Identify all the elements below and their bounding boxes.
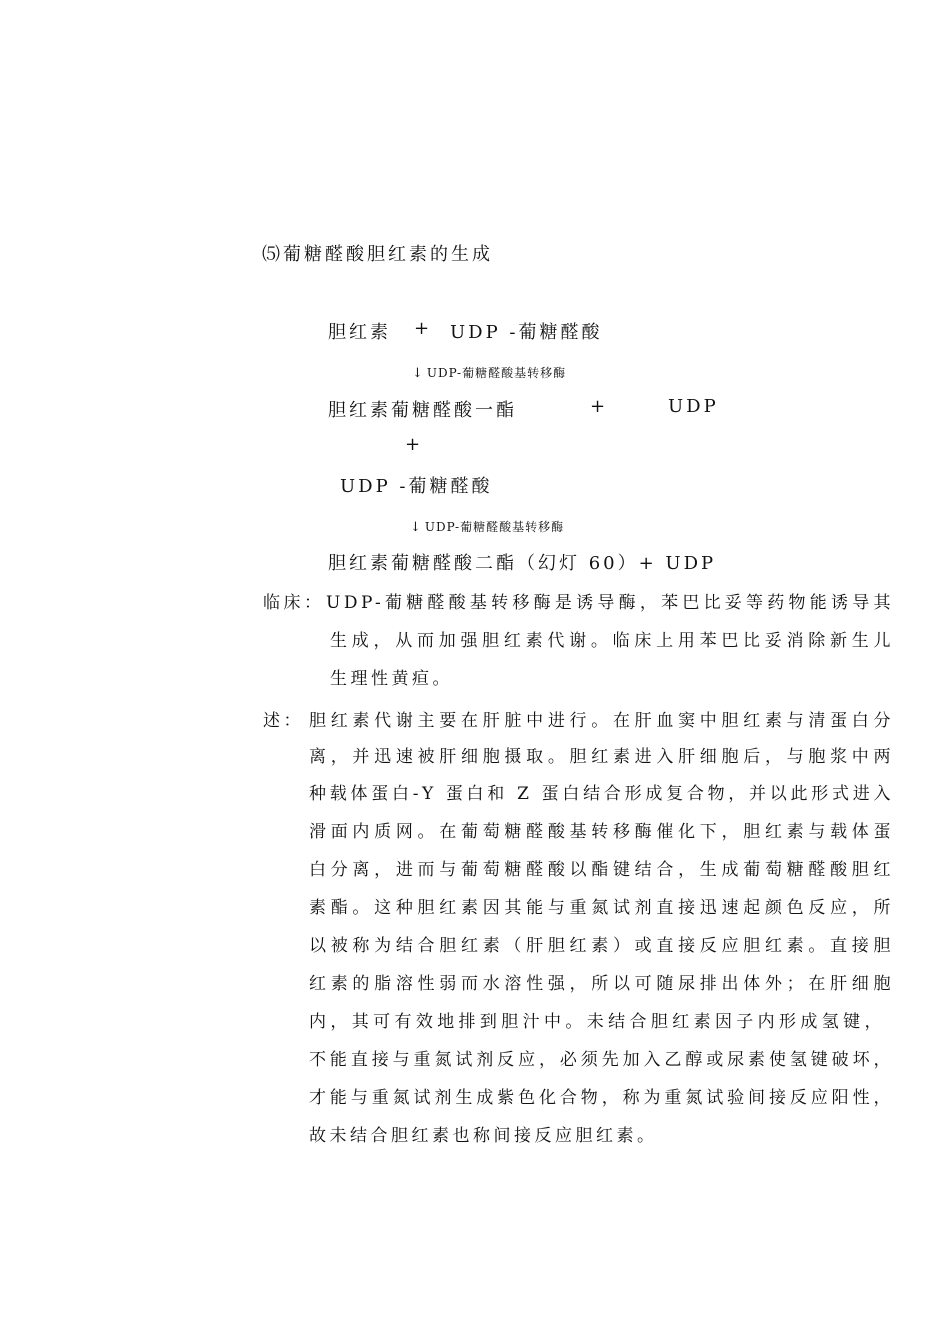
paragraph-line: 不能直接与重氮试剂反应，必须先加入乙醇或尿素使氢键破坏， xyxy=(309,1050,894,1070)
paragraph-line: 红素的脂溶性弱而水溶性强，所以可随尿排出体外；在肝细胞 xyxy=(309,974,894,994)
enzyme-step-1 xyxy=(412,362,566,381)
paragraph-line: 种载体蛋白-Y 蛋白和 Z 蛋白结合形成复合物，并以此形式进入 xyxy=(309,784,894,804)
plus-sign: + xyxy=(590,396,609,417)
plus-sign: + xyxy=(405,434,424,455)
paragraph-line: 内，其可有效地排到胆汁中。未结合胆红素因子内形成氢键， xyxy=(309,1012,885,1032)
paragraph-line: 才能与重氮试剂生成紫色化合物，称为重氮试验间接反应阳性， xyxy=(309,1088,894,1108)
enzyme-label: UDP-葡糖醛酸基转移酶 xyxy=(424,520,565,534)
paragraph-line: 故未结合胆红素也称间接反应胆红素。 xyxy=(309,1126,658,1146)
down-arrow-icon: ↓ xyxy=(410,520,421,535)
paragraph-line: 离，并迅速被肝细胞摄取。胆红素进入肝细胞后，与胞浆中两 xyxy=(309,747,894,767)
product-udp: UDP xyxy=(668,396,719,417)
paragraph-line: 白分离，进而与葡萄糖醛酸以酯键结合，生成葡萄糖醛酸胆红 xyxy=(309,860,894,880)
enzyme-label: UDP-葡糖醛酸基转移酶 xyxy=(426,366,567,380)
paragraph-line: 滑面内质网。在葡萄糖醛酸基转移酶催化下，胆红素与载体蛋 xyxy=(309,822,894,842)
section-title: ⑸葡糖醛酸胆红素的生成 xyxy=(262,244,493,265)
product-diester: 胆红素葡糖醛酸二酯（幻灯 60）+ UDP xyxy=(328,553,717,574)
product-monoester: 胆红素葡糖醛酸一酯 xyxy=(328,400,517,421)
paragraph-line: 生成，从而加强胆红素代谢。临床上用苯巴比妥消除新生儿 xyxy=(330,631,894,651)
down-arrow-icon: ↓ xyxy=(412,366,423,381)
clinical-label: 临床： xyxy=(263,593,325,613)
enzyme-step-2 xyxy=(410,516,564,535)
plus-sign: + xyxy=(414,318,433,339)
paragraph-line: 生理性黄疸。 xyxy=(330,669,453,689)
paragraph-line: 素酯。这种胆红素因其能与重氮试剂直接迅速起颜色反应，所 xyxy=(309,898,894,918)
paragraph-line: UDP-葡糖醛酸基转移酶是诱导酶，苯巴比妥等药物能诱导其 xyxy=(326,593,894,613)
reactant-udp-glucuronic-acid-2: UDP -葡糖醛酸 xyxy=(340,476,493,497)
reactant-bilirubin: 胆红素 xyxy=(328,322,391,343)
narrative-label: 述： xyxy=(263,711,304,731)
reactant-udp-glucuronic-acid: UDP -葡糖醛酸 xyxy=(450,322,603,343)
paragraph-line: 胆红素代谢主要在肝脏中进行。在肝血窦中胆红素与清蛋白分 xyxy=(309,711,894,731)
paragraph-line: 以被称为结合胆红素（肝胆红素）或直接反应胆红素。直接胆 xyxy=(309,936,894,956)
